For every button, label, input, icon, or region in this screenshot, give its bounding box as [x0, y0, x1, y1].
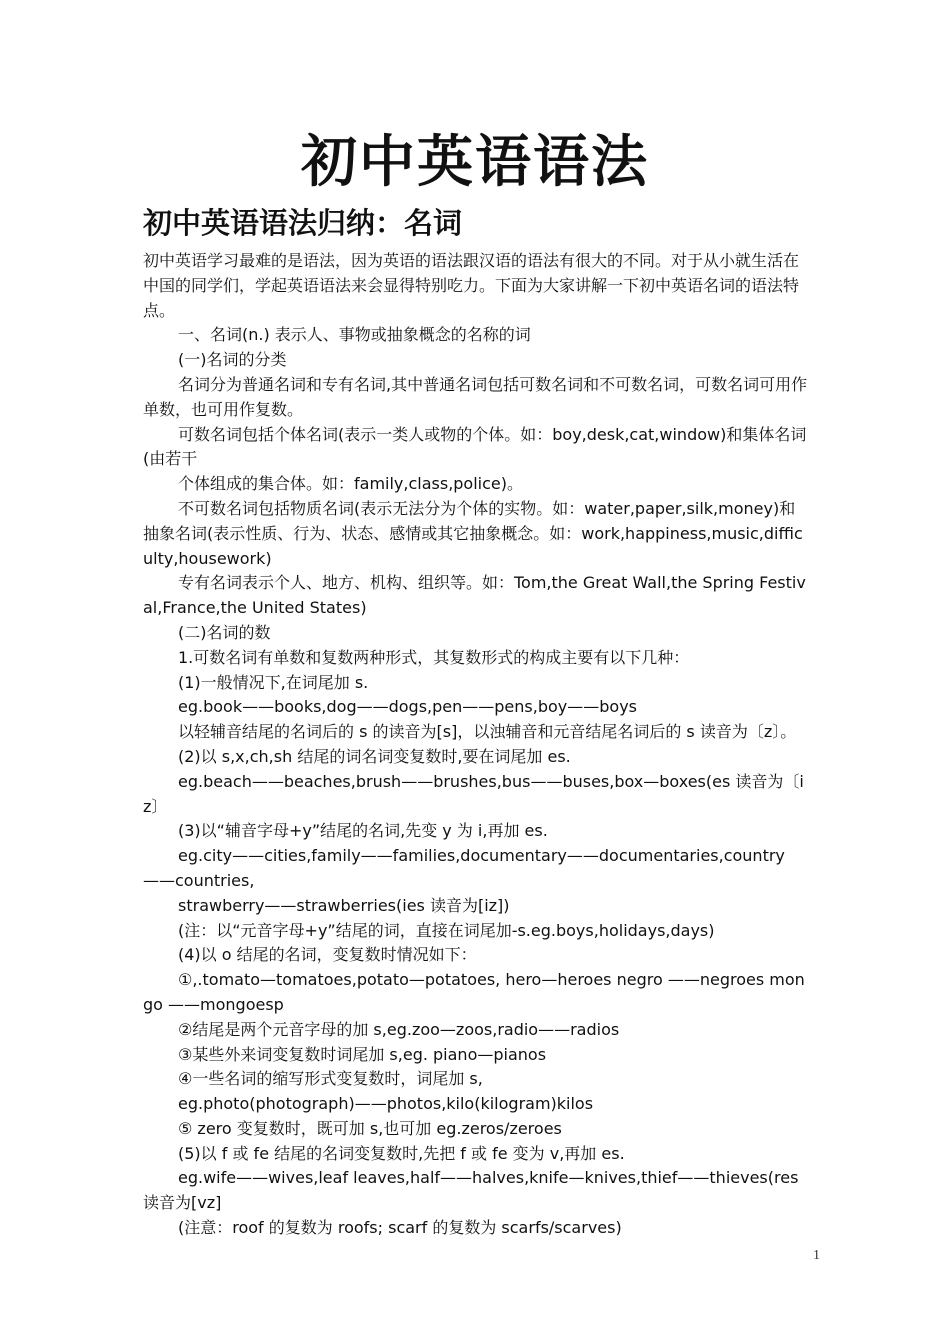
- body-line: 可数名词包括个体名词(表示一类人或物的个体。如：boy,desk,cat,window)和集体名词(由若干: [143, 424, 807, 469]
- body-line: eg.wife——wives,leaf leaves,half——halves,knife—knives,thief——thieves(res 读音为[vz]: [143, 1168, 799, 1213]
- body-line: (1)一般情况下,在词尾加 s.: [178, 672, 369, 692]
- body-line: 不可数名词包括物质名词(表示无法分为个体的实物。如：water,paper,silk,money)和抽象名词(表示性质、行为、状态、感情或其它抽象概念。如：work,happiness,music,difficulty,housework): [143, 498, 803, 568]
- body-line: 1.可数名词有单数和复数两种形式，其复数形式的构成主要有以下几种：: [178, 647, 690, 667]
- body-line: (注意：roof 的复数为 roofs; scarf 的复数为 scarfs/scarves): [178, 1218, 622, 1238]
- body-line: (5)以 f 或 fe 结尾的名词变复数时,先把 f 或 fe 变为 v,再加 es.: [178, 1143, 625, 1163]
- body-line: ④一些名词的缩写形式变复数时，词尾加 s,: [178, 1069, 483, 1089]
- section-heading: 初中英语语法归纳：名词: [143, 206, 463, 240]
- body-line: 专有名词表示个人、地方、机构、组织等。如：Tom,the Great Wall,the Spring Festival,France,the United States): [143, 573, 806, 618]
- body-line: (一)名词的分类: [178, 350, 287, 370]
- body-line: eg.beach——beaches,brush——brushes,bus——buses,box—boxes(es 读音为〔iz〕: [143, 771, 804, 816]
- body-line: eg.city——cities,family——families,documentary——documentaries,country——countries,: [143, 846, 785, 890]
- body-line: 以轻辅音结尾的名词后的 s 的读音为[s]，以浊辅音和元音结尾名词后的 s 读音为〔z〕。: [178, 722, 797, 742]
- body-line: ②结尾是两个元音字母的加 s,eg.zoo—zoos,radio——radios: [178, 1019, 620, 1039]
- body-line: 一、名词(n.) 表示人、事物或抽象概念的名称的词: [178, 325, 531, 345]
- body-line: (4)以 o 结尾的名词，变复数时情况如下：: [178, 945, 477, 965]
- body-line: 个体组成的集合体。如：family,class,police)。: [178, 474, 523, 494]
- body-line: ③某些外来词变复数时词尾加 s,eg. piano—pianos: [178, 1044, 547, 1064]
- document-body: [143, 249, 809, 1241]
- intro-paragraph: 初中英语学习最难的是语法，因为英语的语法跟汉语的语法有很大的不同。对于从小就生活在中国的同学们，学起英语语法来会显得特别吃力。下面为大家讲解一下初中英语名词的语法特点。: [143, 251, 800, 320]
- body-line: (2)以 s,x,ch,sh 结尾的词名词变复数时,要在词尾加 es.: [178, 746, 571, 766]
- body-line: (注：以“元音字母+y”结尾的词，直接在词尾加-s.eg.boys,holidays,days): [178, 920, 715, 940]
- body-line: eg.book——books,dog——dogs,pen——pens,boy——boys: [178, 697, 637, 717]
- page-number: 1: [813, 1248, 820, 1263]
- body-line: (二)名词的数: [178, 622, 271, 642]
- body-line: strawberry——strawberries(ies 读音为[iz]): [178, 895, 510, 915]
- body-line: ⑤ zero 变复数时，既可加 s,也可加 eg.zeros/zeroes: [178, 1118, 562, 1138]
- body-line: ①,.tomato—tomatoes,potato—potatoes, hero—heroes negro ——negroes mongo ——mongoesp: [143, 970, 805, 1014]
- body-line: (3)以“辅音字母+y”结尾的名词,先变 y 为 i,再加 es.: [178, 821, 548, 841]
- body-line: eg.photo(photograph)——photos,kilo(kilogram)kilos: [178, 1094, 594, 1114]
- body-line: 名词分为普通名词和专有名词,其中普通名词包括可数名词和不可数名词，可数名词可用作单数，也可用作复数。: [143, 374, 808, 419]
- document-title: 初中英语语法: [301, 130, 649, 195]
